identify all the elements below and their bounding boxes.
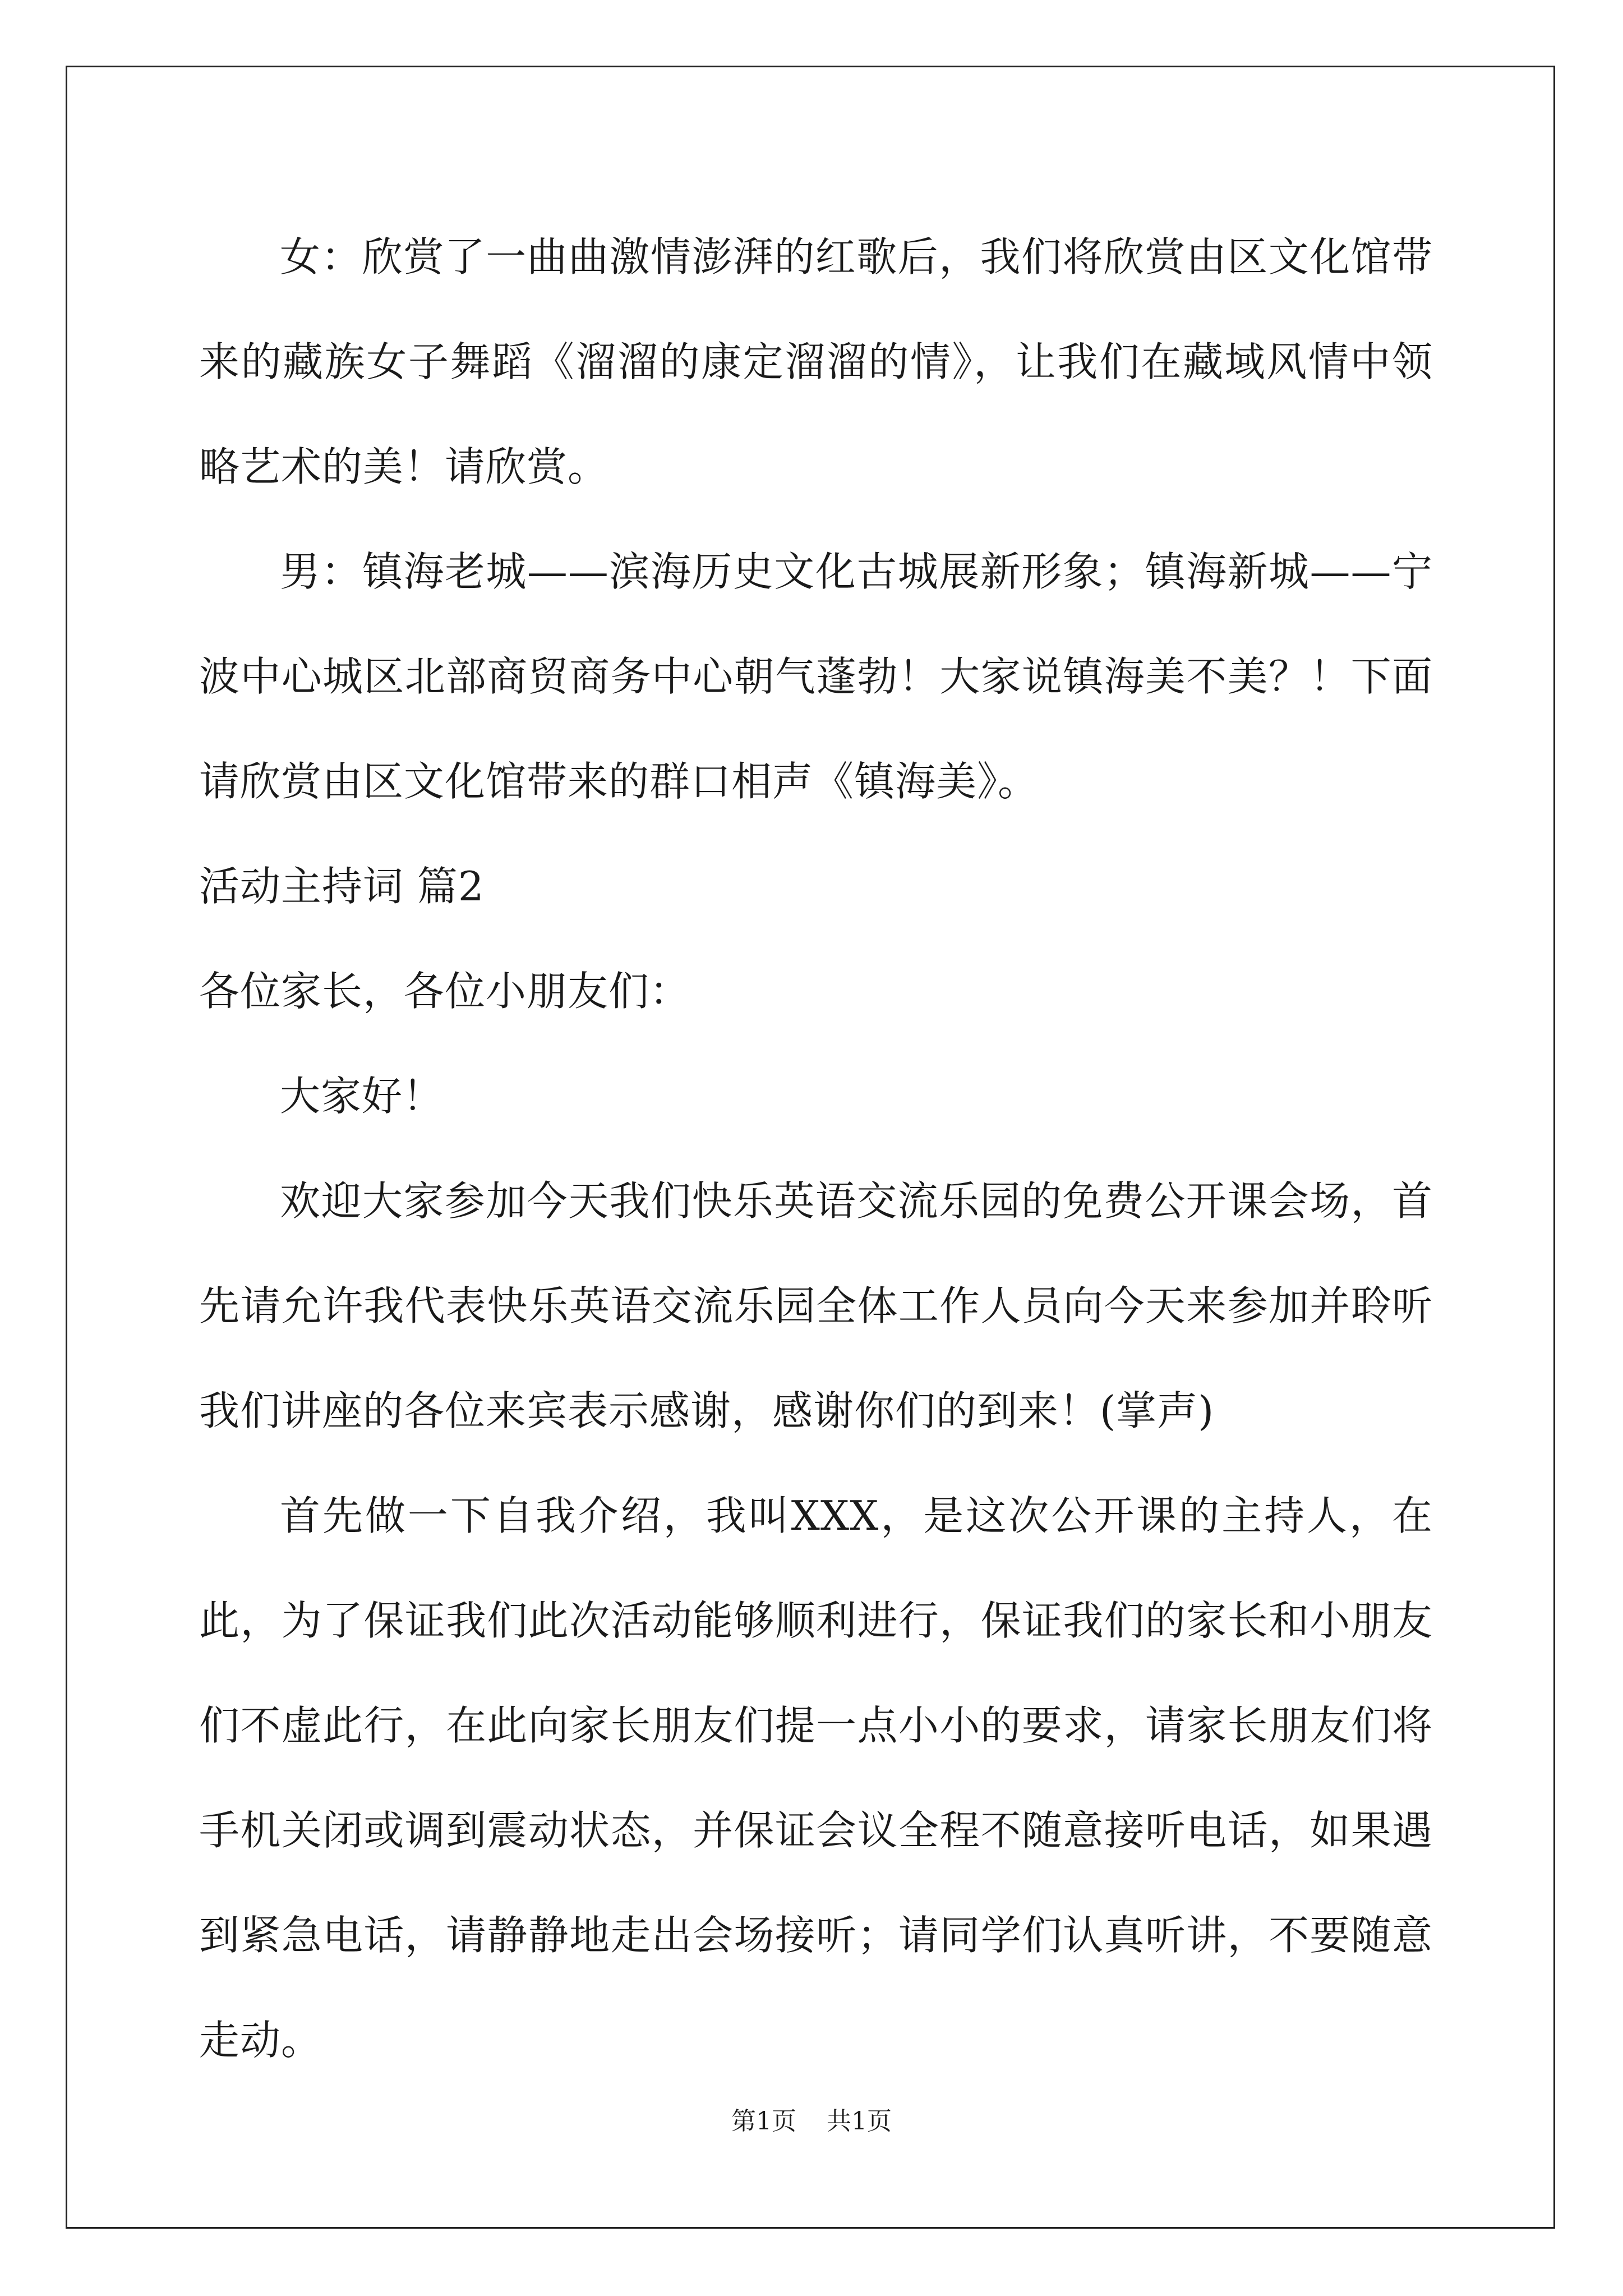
- paragraph: 女：欣赏了一曲曲激情澎湃的红歌后，我们将欣赏由区文化馆带来的藏族女子舞蹈《溜溜的康定溜溜的情》，让我们在藏域风情中领略艺术的美！请欣赏。: [199, 233, 1433, 490]
- page-total: 共1页: [827, 2107, 892, 2136]
- document-body: [199, 205, 1433, 2093]
- page-footer: [0, 2101, 1623, 2137]
- greeting: 大家好！: [280, 1073, 444, 1120]
- section-heading: 活动主持词 篇2: [199, 863, 485, 910]
- paragraph: 首先做一下自我介绍，我叫XXX，是这次公开课的主持人，在此，为了保证我们此次活动能够顺利进行，保证我们的家长和小朋友们不虚此行，在此向家长朋友们提一点小小的要求，请家长朋友们将手机关闭或调到震动状态，并保证会议全程不随意接听电话，如果遇到紧急电话，请静静地走出会场接听；请同学们认真听讲，不要随意走动。: [199, 1492, 1433, 2064]
- paragraph: 欢迎大家参加今天我们快乐英语交流乐园的免费公开课会场，首先请允许我代表快乐英语交流乐园全体工作人员向今天来参加并聆听我们讲座的各位来宾表示感谢，感谢你们的到来！(掌声): [199, 1177, 1433, 1434]
- salutation: 各位家长，各位小朋友们：: [199, 968, 691, 1015]
- page-number: 第1页: [731, 2107, 796, 2136]
- paragraph: 男：镇海老城——滨海历史文化古城展新形象；镇海新城——宁波中心城区北部商贸商务中心朝气蓬勃！大家说镇海美不美？！下面请欣赏由区文化馆带来的群口相声《镇海美》。: [199, 548, 1433, 805]
